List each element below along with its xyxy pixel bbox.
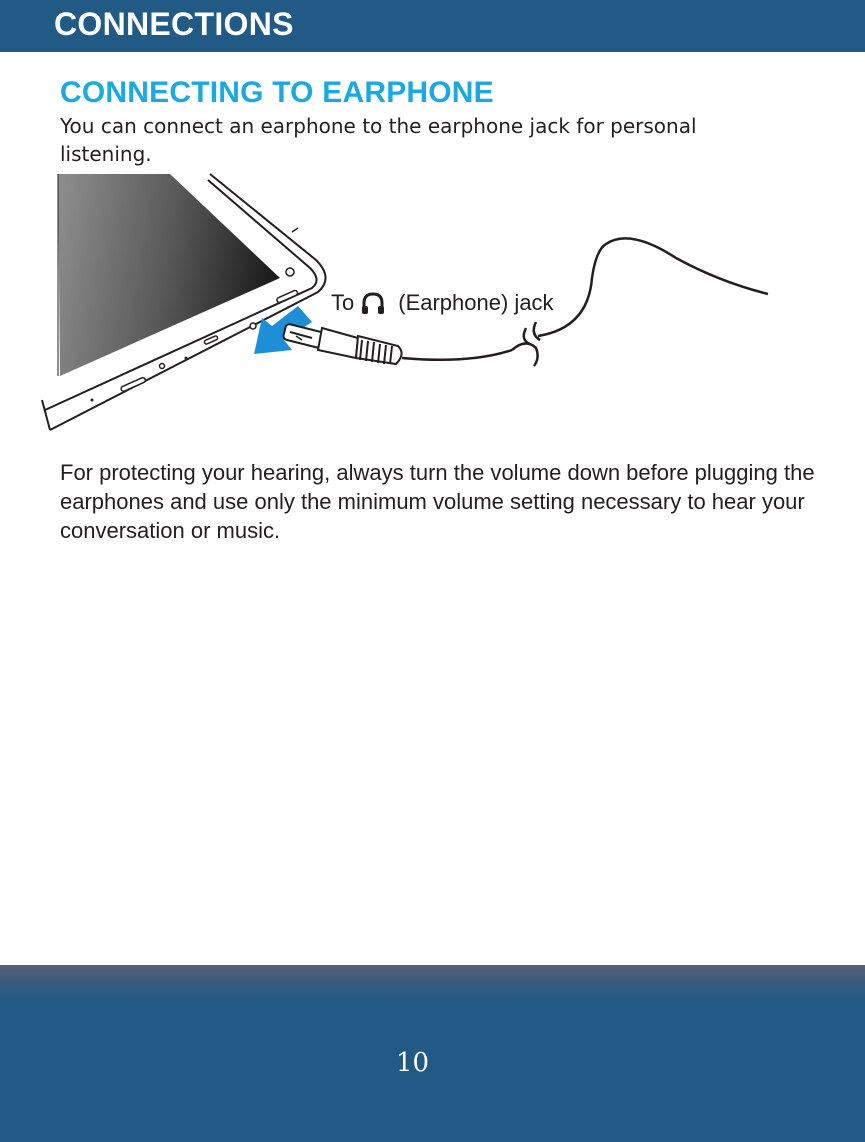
intro-paragraph: You can connect an earphone to the earphone jack for personal listening.: [60, 114, 697, 166]
header-bar: [0, 0, 865, 52]
page-title: CONNECTIONS: [54, 6, 294, 42]
jack-label-prefix: To: [331, 290, 355, 315]
hearing-warning-paragraph: For protecting your hearing, always turn the volume down before plugging the earphones and use only the minimum volume setting necessary to hear your conversation or music.: [60, 460, 815, 543]
headphone-icon: [360, 290, 386, 316]
earphone-jack-label: [331, 288, 554, 318]
section-heading: CONNECTING TO EARPHONE: [60, 76, 494, 109]
page-number: 10: [395, 1048, 430, 1078]
jack-label-suffix: (Earphone) jack: [398, 290, 554, 315]
earphone-plug: [283, 323, 402, 364]
